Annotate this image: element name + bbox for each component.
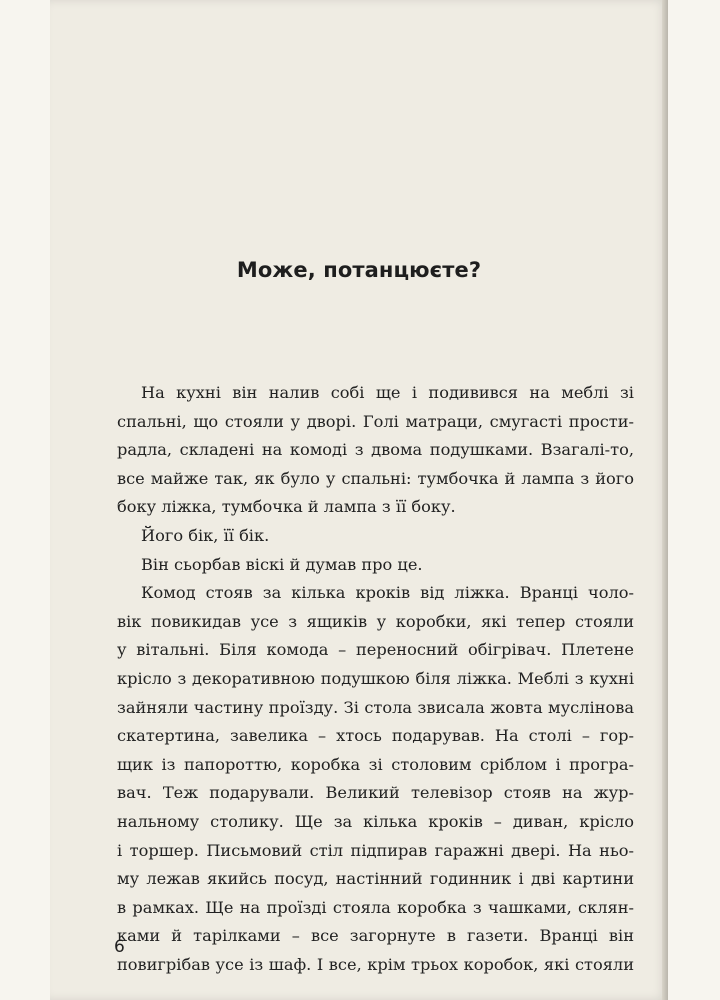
text-line: в рамках. Ще на проїзді стояла коробка з чашками, склян- (117, 897, 634, 917)
chapter-body (117, 379, 634, 979)
text-line: щик із папороттю, коробка зі столовим сріблом і програ- (117, 754, 634, 774)
book-page (50, 0, 668, 1000)
text-line: Комод стояв за кілька кроків від ліжка. Вранці чоло- (141, 583, 634, 603)
text-line: Його бік, її бік. (141, 525, 270, 545)
text-line: вач. Теж подарували. Великий телевізор стояв на жур- (117, 783, 634, 803)
text-line: радла, складені на комоді з двома подушками. Взагалі-то, (117, 440, 634, 460)
text-line: вік повикидав усе з ящиків у коробки, які тепер стояли (117, 611, 634, 631)
text-line: Він сьорбав віскі й думав про це. (141, 554, 423, 574)
text-line: ками й тарілками – все загорнуте в газети. Вранці він (117, 926, 634, 946)
text-line: зайняли частину проїзду. Зі стола звисала жовта муслінова (117, 697, 634, 717)
text-line: скатертина, завелика – хтось подарував. На столі – гор- (117, 726, 634, 746)
chapter-title: Може, потанцюєте? (236, 258, 482, 282)
text-line: у вітальні. Біля комода – переносний обігрівач. Плетене (117, 640, 634, 660)
page-number: 6 (114, 937, 125, 957)
text-line: нальному столику. Ще за кілька кроків – диван, крісло (117, 811, 634, 831)
text-line: му лежав якийсь посуд, настінний годинник і дві картини (117, 869, 634, 889)
text-line: На кухні він налив собі ще і подивився на меблі зі (141, 383, 634, 402)
text-line: все майже так, як було у спальні: тумбочка й лампа з його (117, 468, 634, 488)
text-line: повигрібав усе із шаф. І все, крім трьох коробок, які стояли (117, 954, 634, 974)
page-binding-shadow (662, 0, 668, 1000)
text-line: спальні, що стояли у дворі. Голі матраци, смугасті прости- (117, 411, 634, 431)
text-line: боку ліжка, тумбочка й лампа з її боку. (117, 497, 456, 517)
text-line: крісло з декоративною подушкою біля ліжка. Меблі з кухні (117, 668, 634, 688)
text-line: і торшер. Письмовий стіл підпирав гаражні двері. На ньо- (117, 840, 634, 860)
